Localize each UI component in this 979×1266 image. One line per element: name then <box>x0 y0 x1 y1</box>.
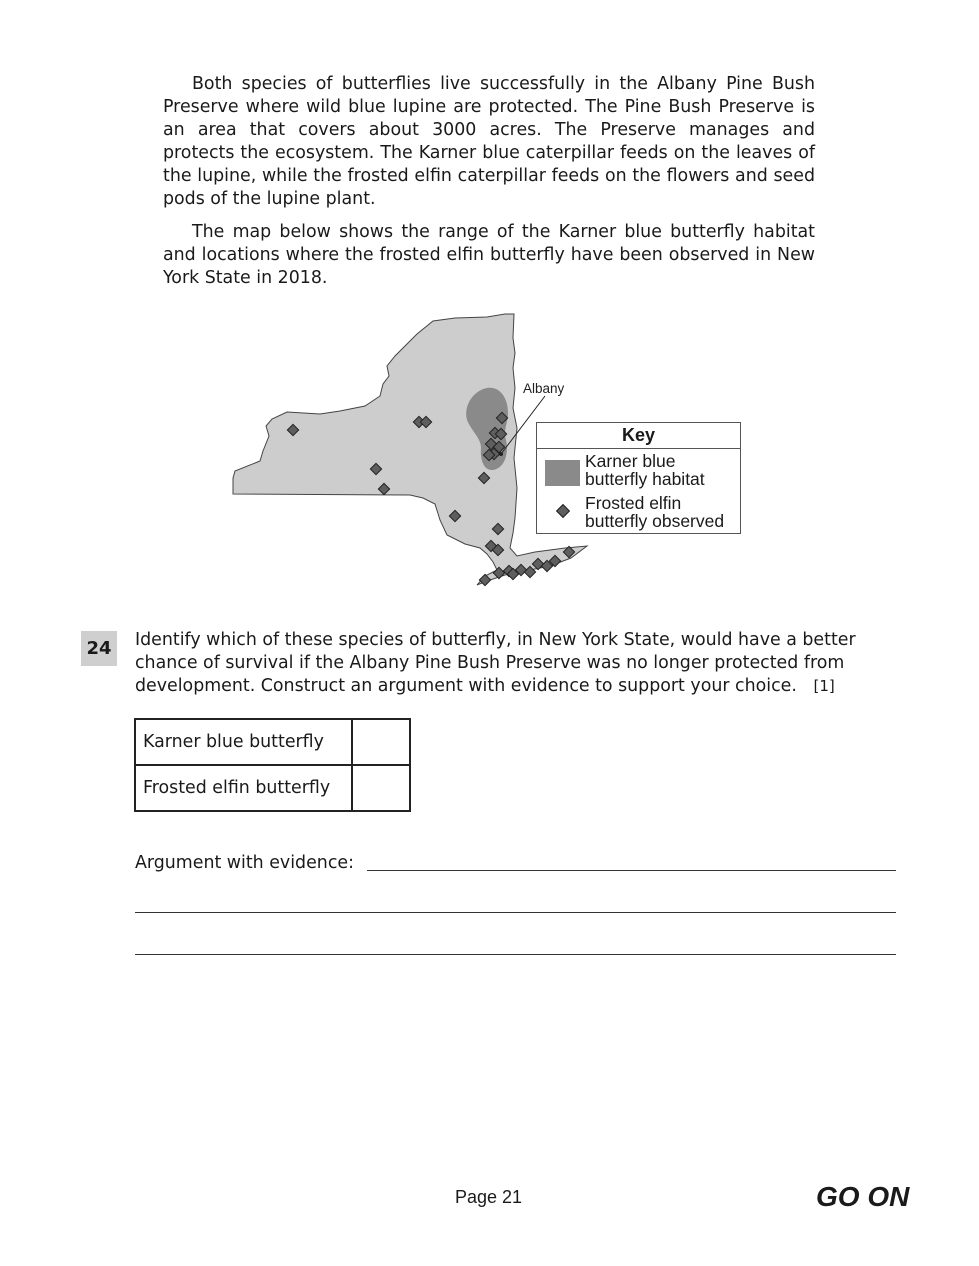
choice-label-frosted: Frosted elfin butterfly <box>135 765 352 811</box>
answer-line-3[interactable] <box>135 954 896 955</box>
key-title: Key <box>537 423 740 449</box>
go-on-label: GO ON <box>816 1181 910 1212</box>
key-row-frosted-elfin <box>537 491 740 533</box>
question-points: [1] <box>813 677 835 695</box>
map-key <box>536 422 741 534</box>
choice-table <box>134 718 411 812</box>
key-frosted-text <box>585 495 724 530</box>
key-frosted-line-1: Frosted elfin <box>585 493 682 513</box>
choice-checkbox-frosted[interactable] <box>352 765 410 811</box>
passage-paragraph-2: The map below shows the range of the Karner blue butterfly habitat and locations where the frosted elfin butterfly have been observed in New York State in 2018. <box>163 222 815 288</box>
question-text-block <box>135 629 885 698</box>
key-frosted-line-2: butterfly observed <box>585 510 725 531</box>
question-text: Identify which of these species of butterfly, in New York State, would have a better chance of survival if the Albany Pine Bush Preserve was no longer protected from development. Construct an argument with evidence to support your choice. <box>135 630 856 696</box>
question-number: 24 <box>81 631 117 666</box>
page-number: Page 21 <box>455 1187 523 1207</box>
choice-label-karner: Karner blue butterfly <box>135 719 352 765</box>
frosted-elfin-key-marker <box>556 504 570 518</box>
albany-label: Albany <box>523 381 565 396</box>
key-row-habitat <box>537 449 740 491</box>
argument-label: Argument with evidence: <box>135 853 354 873</box>
choice-row-frosted <box>135 765 410 811</box>
passage-paragraph-1: Both species of butterflies live successfully in the Albany Pine Bush Preserve where wild blue lupine are protected. The Pine Bush Preserve is an area that covers about 3000 acres. The Preserve manages and protects the ecosystem. The Karner blue caterpillar feeds on the leaves of the lupine, while the frosted elfin caterpillar feeds on the flowers and seed pods of the lupine plant. <box>163 74 815 209</box>
key-habitat-line-1: Karner blue <box>585 451 676 471</box>
passage <box>163 73 815 300</box>
choice-row-karner <box>135 719 410 765</box>
key-habitat-line-2: butterfly habitat <box>585 468 705 489</box>
new-york-map <box>225 308 755 598</box>
answer-line-2[interactable] <box>135 912 896 913</box>
answer-line-1[interactable] <box>367 870 896 871</box>
choice-checkbox-karner[interactable] <box>352 719 410 765</box>
habitat-swatch <box>545 460 580 486</box>
key-habitat-text <box>585 453 705 488</box>
state-outline <box>233 314 587 585</box>
